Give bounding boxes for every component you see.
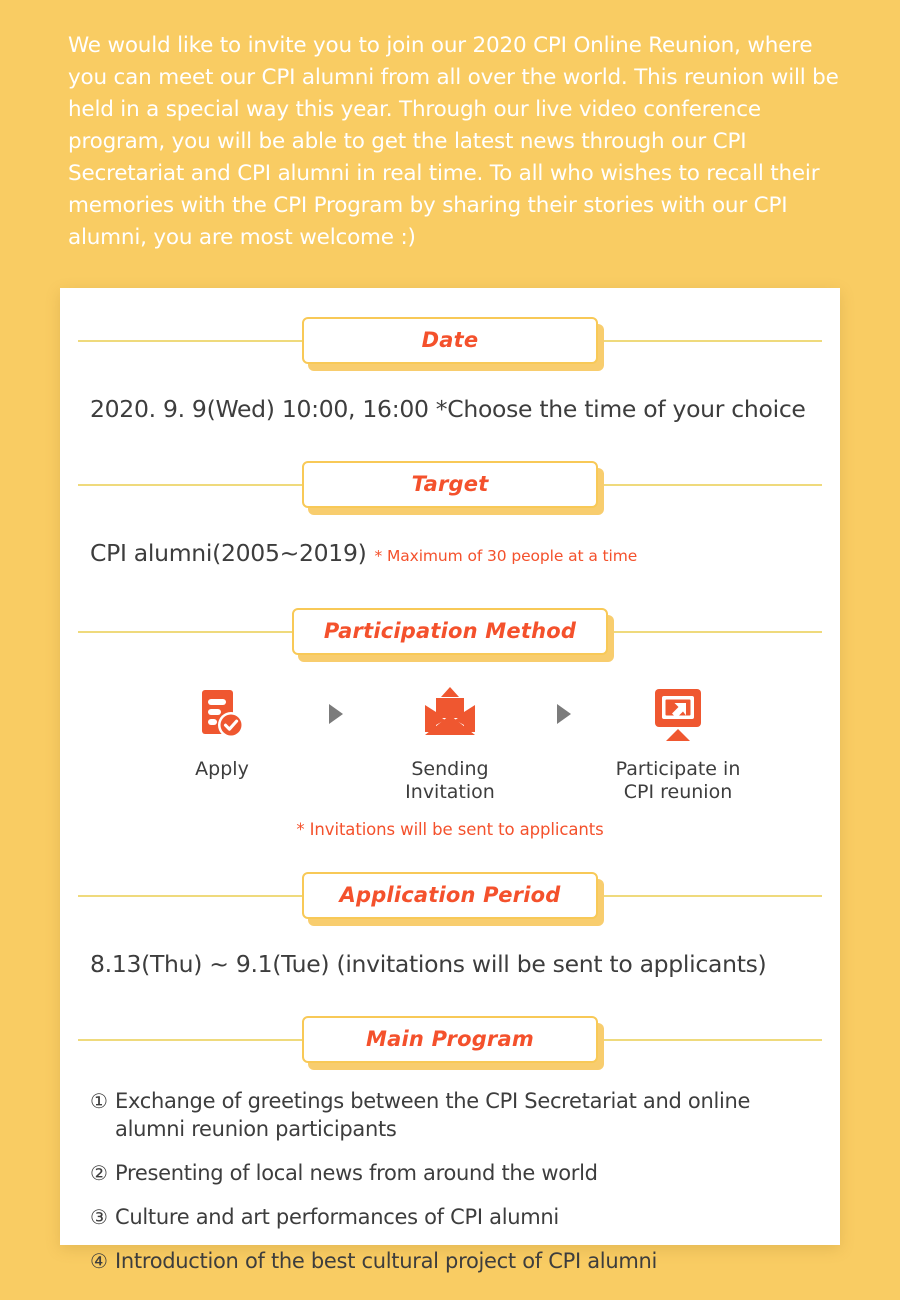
badge-box xyxy=(302,1016,598,1063)
envelope-open-icon xyxy=(419,683,481,745)
date-value: 2020. 9. 9(Wed) 10:00, 16:00 *Choose the time of your choice xyxy=(90,395,806,423)
badge-box xyxy=(302,461,598,508)
section-header-main-program xyxy=(78,1013,822,1065)
list-item xyxy=(90,1203,810,1231)
list-item-text: Introduction of the best cultural project of CPI alumni xyxy=(115,1249,658,1273)
list-item-text: Presenting of local news from around the world xyxy=(115,1161,598,1185)
badge-box xyxy=(302,872,598,919)
badge-participation-method xyxy=(292,608,608,655)
triangle-right-icon xyxy=(306,683,366,745)
badge-target xyxy=(302,461,598,508)
step-participate-reunion xyxy=(594,683,762,804)
badge-main-program xyxy=(302,1016,598,1063)
list-item xyxy=(90,1159,810,1187)
target-value: CPI alumni(2005~2019) xyxy=(90,539,367,567)
info-card xyxy=(60,288,840,1273)
badge-label-main-program: Main Program xyxy=(366,1026,534,1051)
list-item xyxy=(90,1087,810,1143)
list-item-text: Exchange of greetings between the CPI Secretariat and online alumni reunion participants xyxy=(115,1089,751,1141)
section-header-target xyxy=(78,458,822,510)
section-header-participation xyxy=(78,605,822,657)
step-label-apply: Apply xyxy=(195,758,249,780)
step-sending-invitation xyxy=(366,683,534,804)
badge-label-target: Target xyxy=(411,471,489,496)
step-label-sending-invitation: Sending Invitation xyxy=(405,758,495,803)
triangle-right-icon xyxy=(534,683,594,745)
section-body-application-period xyxy=(60,947,840,981)
badge-box xyxy=(302,317,598,364)
list-item-text: Culture and art performances of CPI alumni xyxy=(115,1205,559,1229)
list-item-number: ① xyxy=(90,1089,108,1113)
section-body-date xyxy=(60,392,840,426)
participation-steps xyxy=(60,683,840,804)
step-label-participate-reunion: Participate in CPI reunion xyxy=(615,758,741,803)
list-item-number: ④ xyxy=(90,1249,108,1273)
list-item-number: ③ xyxy=(90,1205,108,1229)
application-period-value: 8.13(Thu) ~ 9.1(Tue) (invitations will be sent to applicants) xyxy=(90,950,767,978)
target-note: * Maximum of 30 people at a time xyxy=(374,547,638,565)
document-check-icon xyxy=(193,683,251,745)
section-body-target xyxy=(60,536,840,573)
badge-application-period xyxy=(302,872,598,919)
participation-note: * Invitations will be sent to applicants xyxy=(296,820,604,839)
badge-label-date: Date xyxy=(421,327,479,352)
list-item-number: ② xyxy=(90,1161,108,1185)
list-item xyxy=(90,1247,810,1275)
step-apply xyxy=(138,683,306,781)
badge-box xyxy=(292,608,608,655)
monitor-enter-icon xyxy=(649,683,707,745)
badge-label-participation-method: Participation Method xyxy=(323,618,577,643)
section-header-application-period xyxy=(78,869,822,921)
main-program-list xyxy=(60,1087,840,1275)
intro-paragraph: We would like to invite you to join our 2020 CPI Online Reunion, where you can meet our CPI alumni from all over the world. This reunion will be held in a special way this year. Through our live video conference program, you will be able to get the latest news through our CPI Secretariat and CPI alumni in real time. To all who wishes to recall their memories with the CPI Program by sharing their stories with our CPI alumni, you are most welcome :) xyxy=(68,33,839,250)
badge-date xyxy=(302,317,598,364)
badge-label-application-period: Application Period xyxy=(339,882,561,907)
section-header-date xyxy=(78,314,822,366)
target-line xyxy=(90,536,810,573)
